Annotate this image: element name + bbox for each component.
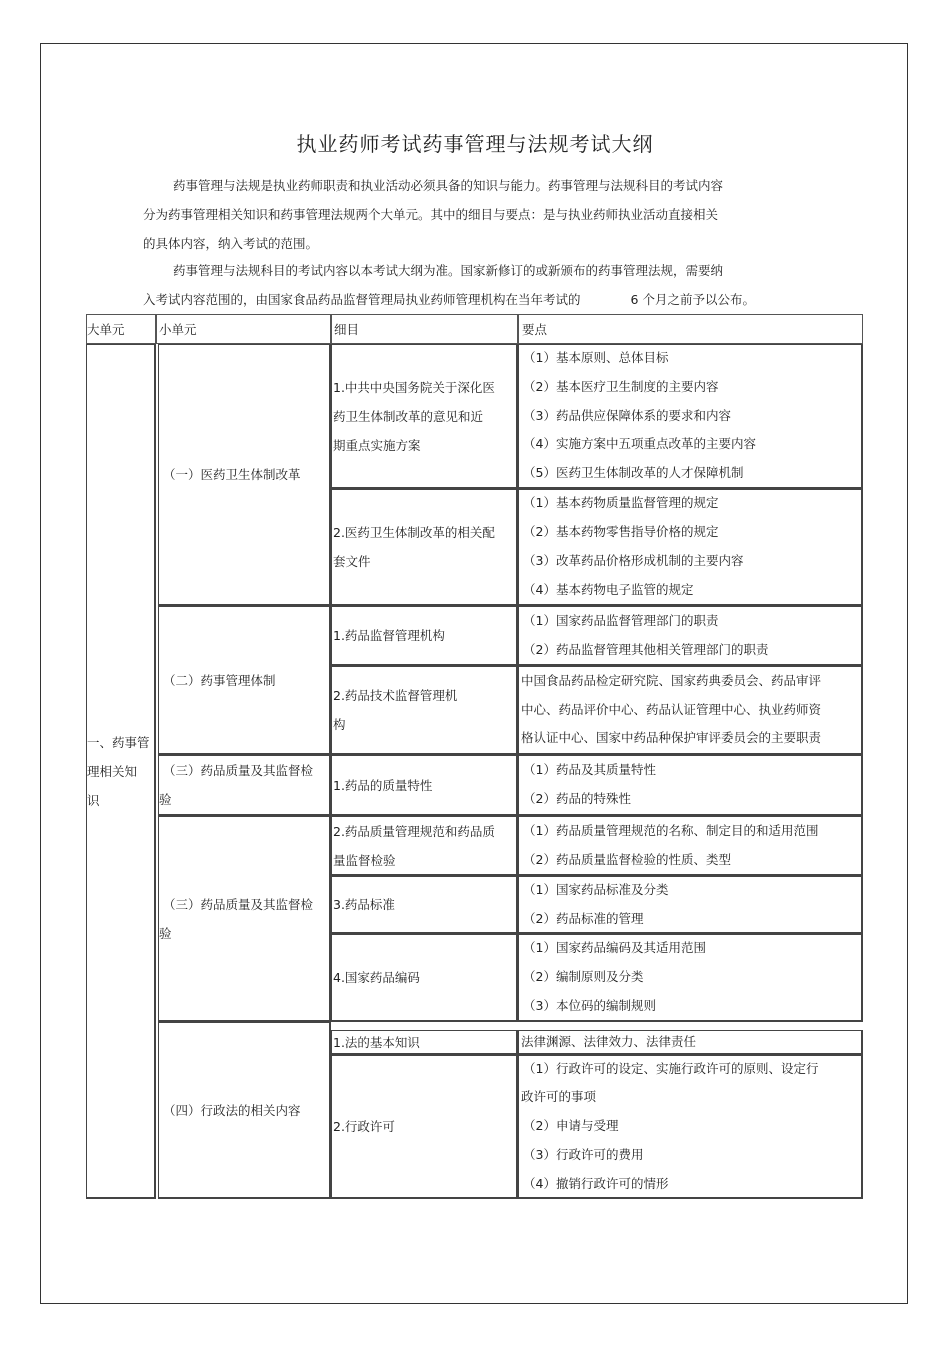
intro-paragraph-2 <box>143 256 783 314</box>
header-cell <box>86 314 156 344</box>
point-text: （1）药品及其质量特性 <box>523 762 656 778</box>
point-text: （5）医药卫生体制改革的人才保障机制 <box>523 465 744 481</box>
item-cell <box>331 489 518 606</box>
item-text: 3.药品标准 <box>333 897 395 912</box>
header-label: 小单元 <box>159 322 197 337</box>
subunit-cell <box>158 606 331 755</box>
points-cell <box>518 489 863 606</box>
document-title: 执业药师考试药事管理与法规考试大纲 <box>296 132 654 156</box>
item-cell <box>331 344 518 489</box>
point-text: （1）行政许可的设定、实施行政许可的原则、设定行 <box>523 1060 819 1076</box>
item-text: 1.中共中央国务院关于深化医 <box>333 379 495 395</box>
points-cell <box>518 666 863 755</box>
subunit-cell <box>158 1022 331 1199</box>
unit-cell <box>86 344 156 1199</box>
item-cell <box>331 816 518 876</box>
point-text: （2）编制原则及分类 <box>523 969 644 985</box>
unit-text: 识 <box>87 792 100 808</box>
item-cell <box>331 666 518 755</box>
subunit-text: （三）药品质量及其监督检 <box>163 896 314 912</box>
point-text: 法律渊源、法律效力、法律责任 <box>521 1033 697 1049</box>
subunit-text: （一）医药卫生体制改革 <box>163 467 301 482</box>
point-text: （2）药品质量监督检验的性质、类型 <box>523 851 731 867</box>
item-text: 套文件 <box>333 554 371 569</box>
subunit-cell <box>158 344 331 606</box>
points-cell <box>518 816 863 876</box>
intro-line: 药事管理与法规科目的考试内容以本考试大纲为准。国家新修订的或新颁布的药事管理法规，需要纳 <box>173 263 724 278</box>
point-text: （1）药品质量管理规范的名称、制定目的和适用范围 <box>523 822 819 838</box>
subunit-text: 验 <box>159 925 172 941</box>
point-text: （4）基本药物电子监管的规定 <box>523 581 694 597</box>
item-cell <box>331 1030 518 1055</box>
header-label: 要点 <box>522 322 548 337</box>
points-cell <box>518 934 863 1022</box>
item-text: 量监督检验 <box>333 852 396 868</box>
item-text: 2.药品质量管理规范和药品质 <box>333 823 495 839</box>
intro-line: 的具体内容，纳入考试的范围。 <box>143 236 319 251</box>
point-text: （4）撤销行政许可的情形 <box>523 1175 669 1191</box>
intro-line-text: 入考试内容范围的，由国家食品药品监督管理局执业药师管理机构在当年考试的 <box>143 292 581 307</box>
header-label: 大单元 <box>87 322 125 337</box>
item-text: 2.行政许可 <box>333 1119 395 1134</box>
subunit-cell <box>158 816 331 1022</box>
point-text: （1）国家药品编码及其适用范围 <box>523 940 706 956</box>
point-text: （1）基本原则、总体目标 <box>523 350 669 366</box>
point-text: （3）本位码的编制规则 <box>523 997 656 1013</box>
point-text: （2）申请与受理 <box>523 1118 619 1134</box>
point-text: （2）药品的特殊性 <box>523 791 631 806</box>
point-text: （1）国家药品标准及分类 <box>523 881 669 897</box>
point-text: （3）药品供应保障体系的要求和内容 <box>523 407 731 423</box>
points-cell <box>518 1055 863 1199</box>
points-cell <box>518 606 863 666</box>
point-text: 中心、药品评价中心、药品认证管理中心、执业药师资 <box>521 701 822 717</box>
subunit-text: 验 <box>159 792 172 807</box>
item-cell <box>331 876 518 934</box>
intro-line-text: 6 个月之前予以公布。 <box>630 292 755 307</box>
intro-line: 分为药事管理相关知识和药事管理法规两个大单元。其中的细目与要点：是与执业药师执业活动直接相关 <box>143 207 719 222</box>
point-text: （2）药品标准的管理 <box>523 910 644 926</box>
subunit-text: （二）药事管理体制 <box>163 672 276 688</box>
points-cell <box>518 876 863 934</box>
intro-line <box>143 285 783 314</box>
header-cell <box>331 314 518 344</box>
item-cell <box>331 755 518 816</box>
subunit-cell <box>158 755 331 816</box>
intro-line: 药事管理与法规是执业药师职责和执业活动必须具备的知识与能力。药事管理与法规科目的考试内容 <box>173 178 724 193</box>
intro-paragraph-1 <box>143 171 783 258</box>
item-text: 期重点实施方案 <box>333 437 421 453</box>
unit-text: 理相关知 <box>87 763 138 779</box>
item-text: 1.药品的质量特性 <box>333 777 433 793</box>
item-cell <box>331 1055 518 1199</box>
point-text: 政许可的事项 <box>521 1089 597 1105</box>
points-cell <box>518 755 863 816</box>
point-text: （3）改革药品价格形成机制的主要内容 <box>523 553 744 568</box>
points-cell <box>518 344 863 489</box>
unit-text: 一、药事管 <box>87 734 150 750</box>
point-text: （1）基本药物质量监督管理的规定 <box>523 495 719 511</box>
point-text: （4）实施方案中五项重点改革的主要内容 <box>523 436 756 452</box>
point-text: 中国食品药品检定研究院、国家药典委员会、药品审评 <box>521 672 822 688</box>
subunit-text: （三）药品质量及其监督检 <box>163 763 314 778</box>
header-cell <box>518 314 863 344</box>
point-text: （1）国家药品监督管理部门的职责 <box>523 612 719 628</box>
item-text: 1.药品监督管理机构 <box>333 628 445 643</box>
point-text: 格认证中心、国家中药品种保护审评委员会的主要职责 <box>521 730 822 746</box>
point-text: （2）药品监督管理其他相关管理部门的职责 <box>523 641 769 657</box>
header-label: 细目 <box>334 322 360 337</box>
item-text: 2.药品技术监督管理机 <box>333 688 458 703</box>
point-text: （2）基本医疗卫生制度的主要内容 <box>523 378 719 394</box>
item-text: 1.法的基本知识 <box>333 1034 420 1050</box>
item-text: 4.国家药品编码 <box>333 970 420 985</box>
points-cell <box>518 1030 863 1055</box>
item-text: 构 <box>333 717 346 732</box>
item-cell <box>331 606 518 666</box>
item-cell <box>331 934 518 1022</box>
point-text: （3）行政许可的费用 <box>523 1146 644 1162</box>
point-text: （2）基本药物零售指导价格的规定 <box>523 524 719 540</box>
item-text: 药卫生体制改革的意见和近 <box>333 408 484 424</box>
subunit-text: （四）行政法的相关内容 <box>163 1102 301 1118</box>
item-text: 2.医药卫生体制改革的相关配 <box>333 525 495 540</box>
header-cell <box>156 314 331 344</box>
